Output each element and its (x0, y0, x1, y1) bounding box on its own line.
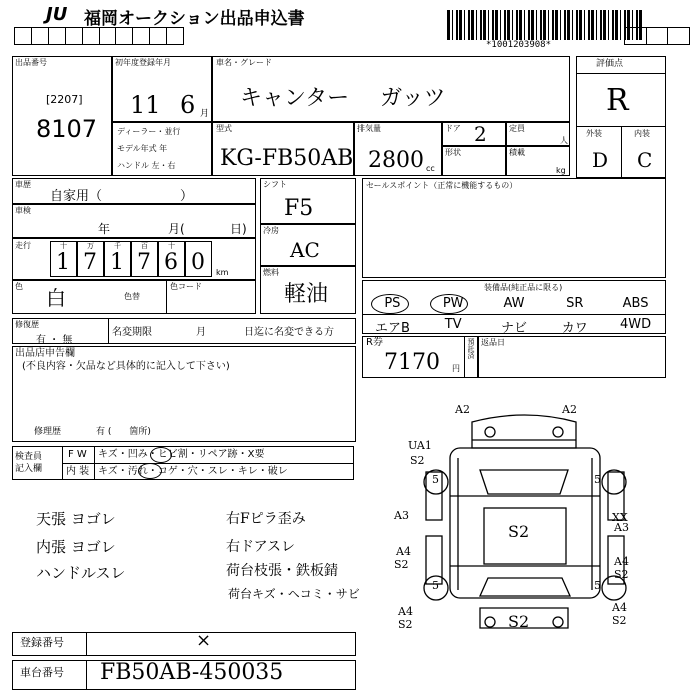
registration-split (86, 632, 87, 656)
logo: JU (46, 4, 68, 25)
equipment-row-divider (362, 314, 666, 315)
capacity-unit: 人 (560, 136, 568, 145)
displacement-label: 排気量 (357, 124, 381, 133)
mileage-digit: 1 (56, 250, 70, 275)
diagram-mark: S2 (614, 568, 629, 581)
note-right-4: 荷台キズ・ヘコミ・サビ (228, 587, 360, 601)
first-reg-month-unit: 月 (200, 109, 210, 119)
mileage-digit: 6 (164, 250, 178, 275)
diagram-mark: A2 (562, 403, 577, 416)
history-expiry-label: 名変期限 (112, 327, 152, 338)
inspect-mark-circle-2 (138, 463, 162, 479)
diagram-mark: XX (612, 511, 628, 524)
recycle-side-label: 預託済 (467, 338, 475, 359)
doors-label: ドア (445, 124, 461, 133)
load-label: 積載 (509, 148, 525, 157)
grade-interior-label: 内装 (634, 129, 650, 138)
dealer-row-3: ハンドル 左・右 (117, 161, 176, 170)
equip-navi: ナビ (500, 321, 527, 336)
diagram-mark: 5 (432, 473, 439, 486)
diagram-mark: S2 (410, 454, 425, 467)
displacement-unit: cc (426, 164, 435, 173)
mileage-digit: 0 (191, 250, 205, 275)
model-label: 型式 (216, 124, 232, 133)
color-code-label: 色コード (170, 282, 202, 291)
chassis-label: 車台番号 (20, 666, 64, 679)
history-label: 修復歴 (15, 320, 39, 329)
inspect-row2-left: 内 装 (66, 466, 90, 477)
color-split (166, 280, 167, 314)
color-value: 白 (46, 286, 66, 310)
inspection-year: 年 (98, 222, 111, 236)
repair-value: 有 ( 箇所) (96, 427, 151, 437)
equip-ps: PS (384, 296, 401, 311)
equip-pw-circle (430, 294, 468, 314)
note-left-2: 内張 ヨゴレ (36, 538, 116, 556)
mileage-unit-mark: 百 (141, 242, 148, 250)
listing-label: 出品番号 (15, 58, 47, 67)
diagram-mark: S2 (508, 612, 530, 631)
color-change-label: 色替 (124, 292, 140, 301)
car-name-value: キャンター ガッツ (240, 86, 446, 111)
fuel-value: 軽油 (284, 282, 329, 307)
listing-sub-number: [2207] (46, 93, 83, 106)
registration-value: × (196, 630, 212, 651)
note-right-3: 荷台枝張・鉄板錆 (226, 563, 338, 579)
history-month: 月 (196, 327, 206, 338)
equip-leather: カワ (561, 321, 588, 336)
sales-point-box (362, 178, 666, 278)
first-reg-year: 11 (130, 91, 161, 119)
mileage-unit-mark: 十 (168, 242, 175, 250)
diagram-mark: 5 (594, 473, 601, 486)
grade-exterior-label: 外装 (586, 129, 602, 138)
inspect-marks-label: 検査員 記入欄 (15, 452, 43, 474)
return-box (478, 336, 666, 378)
ac-label: 冷房 (263, 226, 279, 235)
sales-point-label: セールスポイント（正常に機能するもの） (366, 181, 518, 190)
inspection-month: 月( (168, 222, 185, 236)
doors-value: 2 (474, 122, 487, 146)
equipment-label: 装備品(純正品に限る) (484, 283, 563, 292)
equip-ps-circle (371, 294, 409, 314)
shift-label: シフト (263, 180, 287, 189)
car-name-label: 車名・グレード (216, 58, 272, 67)
equip-tv: TV (444, 317, 462, 332)
inspect-mark-circle-1 (150, 447, 172, 463)
diagram-mark: S2 (394, 558, 409, 571)
history-options: 有 ・ 無 (36, 335, 73, 346)
dealer-row-2: モデル年式 年 (117, 144, 168, 153)
repair-label: 修理歴 (34, 427, 62, 437)
recycle-unit: 円 (452, 364, 460, 373)
inspect-row1: キズ・凹み・ヒビ割・リペア跡・X要 (98, 449, 265, 460)
diagram-mark: S2 (398, 618, 413, 631)
history-split (108, 318, 109, 344)
diagram-mark: A3 (394, 509, 409, 522)
diagram-mark: A3 (614, 521, 629, 534)
mileage-unit-mark: 十 (60, 242, 67, 250)
equip-aw: AW (503, 296, 525, 311)
grade-exterior: D (592, 148, 609, 172)
registration-label: 登録番号 (20, 636, 64, 649)
grade-value: R (606, 83, 629, 118)
fuel-label: 燃料 (263, 268, 279, 277)
equip-pw: PW (442, 296, 464, 311)
inspect-row1-left: F W (68, 449, 87, 460)
diagram-mark: A2 (455, 403, 470, 416)
equip-4wd: 4WD (620, 317, 652, 332)
history-note: 日迄に名変できる方 (244, 327, 334, 338)
grade-split (621, 126, 622, 178)
listing-number: 8107 (36, 115, 98, 143)
chassis-value: FB50AB-450035 (100, 660, 284, 685)
first-reg-label: 初年度登録年月 (115, 58, 171, 67)
equipment-row-2 (362, 317, 666, 336)
diagram-mark: A4 (396, 545, 411, 558)
note-right-2: 右ドアスレ (226, 539, 296, 555)
remarks-label: 出品店申告欄 (15, 348, 75, 359)
load-unit: kg (556, 166, 566, 175)
form-title: 福岡オークション出品申込書 (84, 9, 305, 29)
shift-value: F5 (284, 196, 314, 221)
barcode-text: *1001203908* (486, 40, 552, 50)
color-label: 色 (15, 282, 23, 291)
recycle-value: 7170 (384, 350, 440, 375)
mileage-digit: 7 (83, 250, 97, 275)
model-value: KG-FB50AB (220, 146, 354, 171)
note-left-3: ハンドルスレ (36, 564, 126, 582)
equip-airbag: エアB (374, 321, 410, 336)
usage-value: 自家用（ ） (50, 189, 194, 204)
recycle-label: R券 (366, 337, 383, 348)
inspection-label: 車検 (15, 206, 31, 215)
header-boxes (14, 27, 184, 45)
chassis-split (86, 660, 87, 690)
dealer-row-1: ディーラー・並行 (117, 127, 181, 136)
diagram-mark: 5 (594, 579, 601, 592)
header-right-boxes (624, 27, 690, 45)
grade-interior: C (637, 148, 653, 172)
usage-label: 車歴 (15, 180, 31, 189)
displacement-value: 2800 (368, 148, 424, 173)
diagram-mark: UA1 (408, 439, 432, 452)
return-label: 返品日 (481, 338, 505, 347)
mileage-digit: 7 (137, 250, 151, 275)
grade-divider (576, 73, 666, 74)
mileage-unit: km (216, 268, 229, 277)
equip-abs: ABS (622, 296, 649, 311)
inspect-row2: キズ・汚れ・コゲ・穴・スレ・キレ・破レ (98, 466, 288, 477)
diagram-mark: 5 (432, 579, 439, 592)
capacity-label: 定員 (509, 124, 525, 133)
diagram-mark: S2 (612, 614, 627, 627)
note-left-1: 天張 ヨゴレ (36, 510, 116, 528)
inspect-row-divider (62, 463, 354, 464)
grade-label: 評価点 (596, 59, 624, 69)
car-diagram (380, 400, 680, 650)
mileage-unit-mark: 万 (87, 242, 94, 250)
mileage-digit: 1 (110, 250, 124, 275)
mileage-label: 走行 (15, 241, 31, 250)
barcode (447, 10, 643, 40)
note-right-1: 右Fピラ歪み (226, 511, 306, 527)
diagram-mark: A4 (612, 601, 627, 614)
first-reg-month: 6 (180, 91, 196, 119)
equip-sr: SR (566, 296, 584, 311)
diagram-mark: S2 (508, 522, 530, 541)
inspection-day: 日) (230, 222, 247, 236)
remarks-note: (不良内容・欠品など具体的に記入して下さい) (22, 361, 230, 372)
shape-label: 形状 (445, 148, 461, 157)
diagram-mark: A4 (614, 555, 629, 568)
ac-value: AC (290, 238, 320, 262)
inspection-box (12, 204, 256, 238)
mileage-unit-mark: 千 (114, 242, 121, 250)
diagram-mark: A4 (398, 605, 413, 618)
